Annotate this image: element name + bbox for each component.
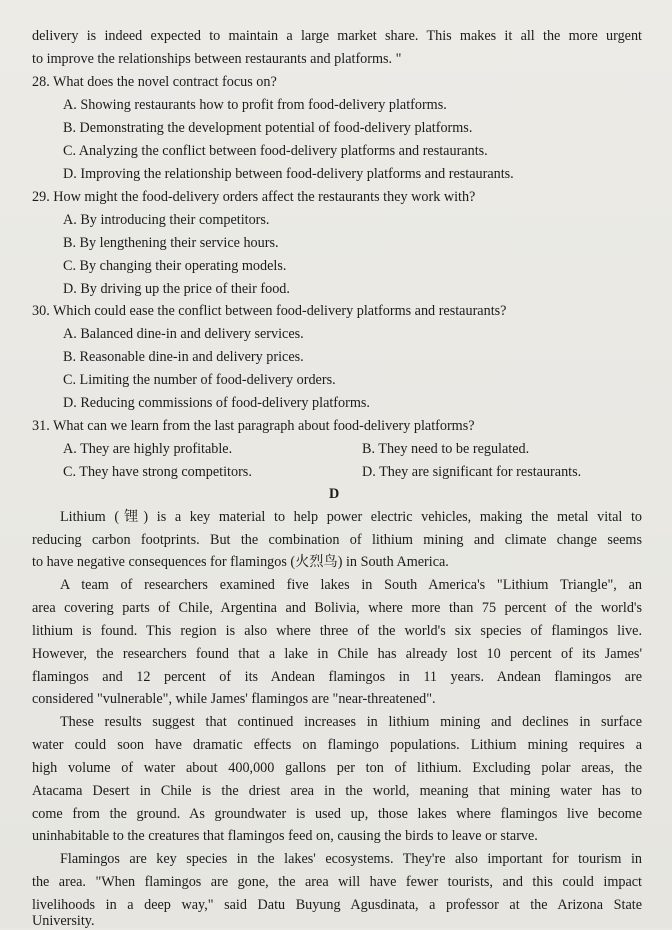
q28-option-c: C. Analyzing the conflict between food-delivery platforms and restaurants. <box>63 143 488 159</box>
passage-line: delivery is indeed expected to maintain a large market share. This makes it all the more urgent <box>32 28 642 44</box>
q31-option-d: D. They are significant for restaurants. <box>362 464 582 480</box>
passage-line: University. <box>32 913 95 929</box>
passage-line: Lithium (锂) is a key material to help power electric vehicles, making the metal vital to <box>60 509 642 525</box>
question-30-stem: 30. Which could ease the conflict between food-delivery platforms and restaurants? <box>32 303 507 319</box>
question-28-stem: 28. What does the novel contract focus on? <box>32 74 277 90</box>
passage-line: Flamingos are key species in the lakes' ecosystems. They're also important for tourism in <box>60 851 642 867</box>
q29-option-d: D. By driving up the price of their food. <box>63 281 290 297</box>
passage-line: high volume of water about 400,000 gallons per ton of lithium. Excluding polar areas, the <box>32 760 642 776</box>
passage-line: water could soon have dramatic effects on flamingo populations. Lithium mining requires a <box>32 737 642 753</box>
passage-line: uninhabitable to the creatures that flamingos feed on, causing the birds to leave or starve. <box>32 828 538 844</box>
passage-line: Atacama Desert in Chile is the driest area in the world, meaning that mining water has to <box>32 783 642 799</box>
passage-line: reducing carbon footprints. But the combination of lithium mining and climate change seems <box>32 532 642 548</box>
passage-line: considered "vulnerable", while James' flamingos are "near-threatened". <box>32 691 436 707</box>
passage-line: livelihoods in a deep way," said Datu Buyung Agusdinata, a professor at the Arizona State <box>32 897 642 913</box>
q29-option-a: A. By introducing their competitors. <box>63 212 270 228</box>
q31-option-a: A. They are highly profitable. <box>63 441 233 457</box>
q28-option-b: B. Demonstrating the development potential of food-delivery platforms. <box>63 120 473 136</box>
passage-line: to improve the relationships between restaurants and platforms. " <box>32 51 402 67</box>
question-29-stem: 29. How might the food-delivery orders affect the restaurants they work with? <box>32 189 476 205</box>
passage-line: come from the ground. As groundwater is used up, those lakes where flamingos live become <box>32 806 642 822</box>
q30-option-c: C. Limiting the number of food-delivery orders. <box>63 372 336 388</box>
q30-option-a: A. Balanced dine-in and delivery services. <box>63 326 304 342</box>
q31-option-b: B. They need to be regulated. <box>362 441 530 457</box>
q29-option-c: C. By changing their operating models. <box>63 258 287 274</box>
passage-line: A team of researchers examined five lakes in South America's "Lithium Triangle", an <box>60 577 642 593</box>
q30-option-b: B. Reasonable dine-in and delivery prices. <box>63 349 304 365</box>
section-label: D <box>329 486 340 502</box>
passage-line: However, the researchers found that a lake in Chile has already lost 10 percent of its James' <box>32 646 642 662</box>
passage-line: These results suggest that continued increases in lithium mining and declines in surface <box>60 714 642 730</box>
passage-line: the area. "When flamingos are gone, the area will have fewer tourists, and this could impact <box>32 874 642 890</box>
passage-line: to have negative consequences for flamingos (火烈鸟) in South America. <box>32 554 449 570</box>
question-31-stem: 31. What can we learn from the last paragraph about food-delivery platforms? <box>32 418 475 434</box>
passage-line: lithium is found. This region is also where three of the world's six species of flamingos live. <box>32 623 642 639</box>
q31-option-c: C. They have strong competitors. <box>63 464 252 480</box>
q28-option-a: A. Showing restaurants how to profit from food-delivery platforms. <box>63 97 447 113</box>
q28-option-d: D. Improving the relationship between food-delivery platforms and restaurants. <box>63 166 514 182</box>
q30-option-d: D. Reducing commissions of food-delivery platforms. <box>63 395 370 411</box>
passage-line: flamingos and 12 percent of its Andean flamingos in 11 years. Andean flamingos are <box>32 669 642 685</box>
passage-line: area covering parts of Chile, Argentina and Bolivia, where more than 75 percent of the world's <box>32 600 642 616</box>
q29-option-b: B. By lengthening their service hours. <box>63 235 279 251</box>
